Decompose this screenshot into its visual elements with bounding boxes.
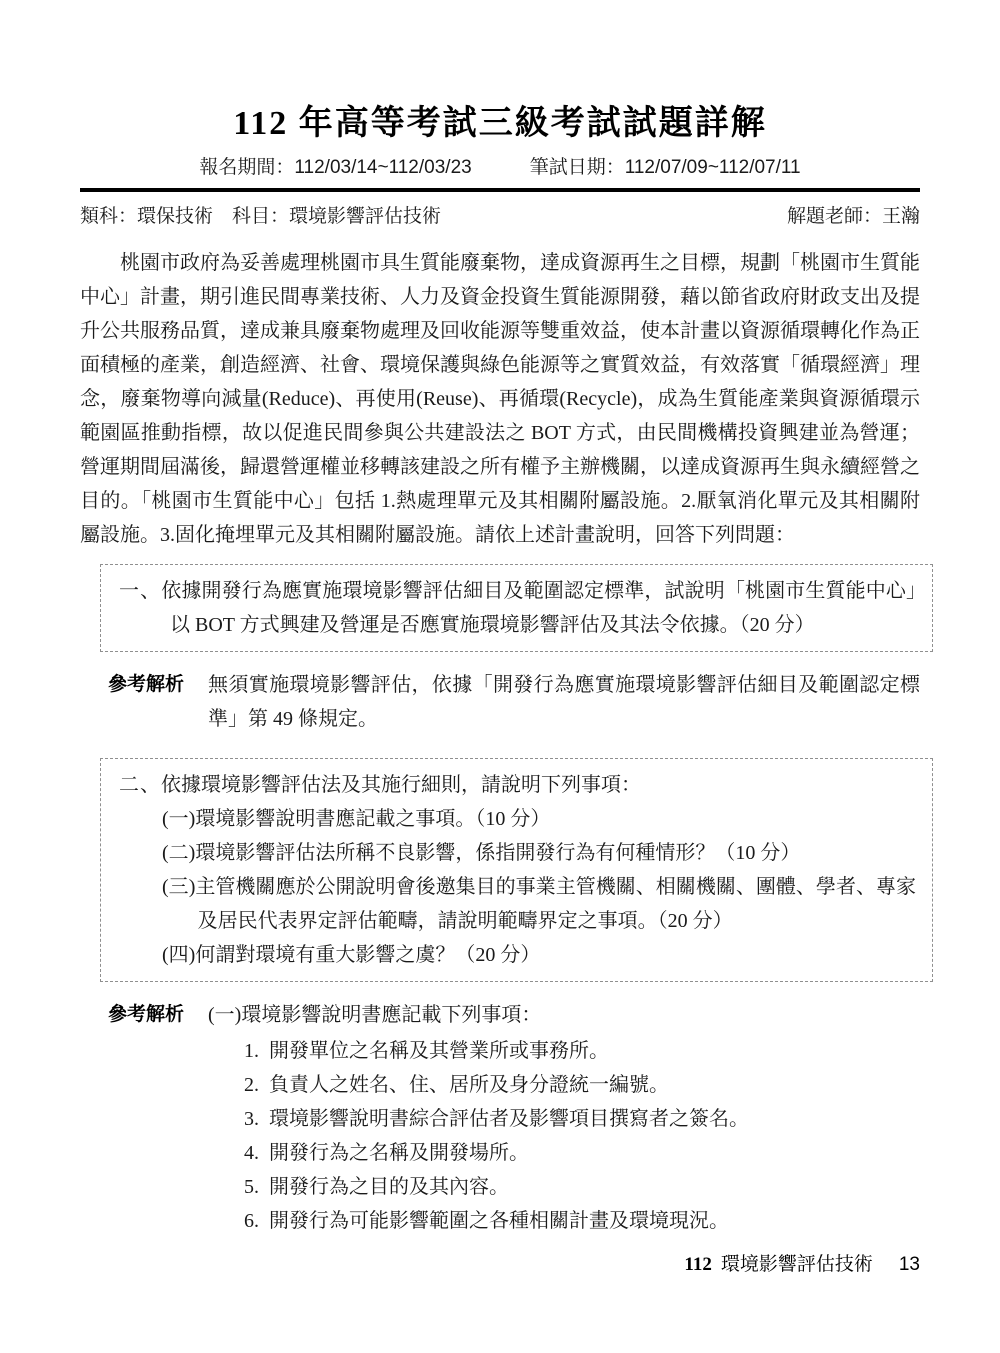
registration-period: 報名期間：112/03/14~112/03/23 xyxy=(199,157,472,178)
item-6-number: 6. xyxy=(244,1210,260,1232)
analysis-2-list xyxy=(244,1034,920,1238)
exam-dates xyxy=(80,156,920,180)
question-2-number: 二、 xyxy=(119,774,161,796)
analysis-2-block xyxy=(80,998,920,1238)
question-2-subitem-4: (四)何謂對環境有重大影響之虞？（20 分） xyxy=(162,944,541,966)
item-4-number: 4. xyxy=(244,1142,260,1164)
question-2-text xyxy=(119,768,916,802)
question-1-body: 依據開發行為應實施環境影響評估細目及範圍認定標準，試說明「桃園市生質能中心」以 BOT 方式興建及營運是否應實施環境影響評估及其法令依據。（20 分） xyxy=(161,580,917,636)
footer-page-number: 13 xyxy=(898,1254,920,1275)
item-3-text: 環境影響說明書綜合評估者及影響項目撰寫者之簽名。 xyxy=(269,1108,750,1130)
subject-meta-row xyxy=(80,204,920,230)
item-2-text: 負責人之姓名、住、居所及身分證統一編號。 xyxy=(269,1074,670,1096)
analysis-1-block xyxy=(80,668,920,736)
analysis-1-text: 無須實施環境影響評估，依據「開發行為應實施環境影響評估細目及範圍認定標準」第 49 條規定。 xyxy=(208,674,920,730)
item-5-text: 開發行為之目的及其內容。 xyxy=(269,1176,510,1198)
category-subject: 類科：環保技術 科目：環境影響評估技術 xyxy=(80,206,442,227)
question-1-text xyxy=(119,574,916,642)
analysis-2-intro: (一)環境影響說明書應記載下列事項： xyxy=(208,1004,542,1026)
analysis-2-content xyxy=(208,998,920,1238)
footer-exam-year: 112 xyxy=(684,1254,712,1275)
analysis-1-label: 參考解析 xyxy=(108,674,185,695)
item-1-number: 1. xyxy=(244,1040,260,1062)
item-2-number: 2. xyxy=(244,1074,260,1096)
item-4-text: 開發行為之名稱及開發場所。 xyxy=(269,1142,530,1164)
scenario-paragraph: 桃園市政府為妥善處理桃園市具生質能廢棄物，達成資源再生之目標，規劃「桃園市生質能中心」計畫，期引進民間專業技術、人力及資金投資生質能源開發，藉以節省政府財政支出及提升公共服務品質，達成兼具廢棄物處理及回收能源等雙重效益，使本計畫以資源循環轉化作為正面積極的產業，創造經濟、社會、環境保護與綠色能源等之實質效益，有效落實「循環經濟」理念，廢棄物導向減量(Reduce)、再使用(Reuse)、再循環(Recycle)，成為生質能產業與資源循環示範園區推動指標，故以促進民間參與公共建設法之 BOT 方式，由民間機構投資興建並為營運；營運期間屆滿後，歸還營運權並移轉該建設之所有權予主辦機關，以達成資源再生與永續經營之目的。「桃園市生質能中心」包括 1.熱處理單元及其相關附屬設施。2.厭氧消化單元及其相關附屬設施。3.固化掩埋單元及其相關附屬設施。請依上述計畫說明，回答下列問題： xyxy=(80,252,920,546)
analysis-2-label: 參考解析 xyxy=(108,1004,185,1025)
footer-subject: 環境影響評估技術 xyxy=(720,1254,873,1275)
page-title: 112 年高等考試三級考試試題詳解 xyxy=(233,105,767,142)
analysis-2-item-5 xyxy=(244,1170,920,1204)
question-2-subitem-2: (二)環境影響評估法所稱不良影響，係指開發行為有何種情形？（10 分） xyxy=(162,842,801,864)
analysis-2-item-2 xyxy=(244,1068,920,1102)
item-5-number: 5. xyxy=(244,1176,260,1198)
item-3-number: 3. xyxy=(244,1108,260,1130)
question-2-subitem-3: (三)主管機關應於公開說明會後邀集目的事業主管機關、相關機關、團體、學者、專家及居民代表界定評估範疇，請說明範疇界定之事項。（20 分） xyxy=(162,876,916,932)
page-footer xyxy=(684,1252,920,1278)
analysis-1-content xyxy=(208,668,920,736)
question-1-box xyxy=(100,564,933,652)
analysis-2-item-4 xyxy=(244,1136,920,1170)
solver-name: 解題老師：王瀚 xyxy=(786,206,920,227)
item-6-text: 開發行為可能影響範圍之各種相關計畫及環境現況。 xyxy=(269,1210,730,1232)
analysis-2-item-3 xyxy=(244,1102,920,1136)
written-exam-date: 筆試日期：112/07/09~112/07/11 xyxy=(529,157,801,178)
question-1-number: 一、 xyxy=(119,580,162,602)
question-2-box xyxy=(100,758,933,982)
question-2-body: 依據環境影響評估法及其施行細則，請說明下列事項： xyxy=(161,774,641,796)
analysis-2-item-1 xyxy=(244,1034,920,1068)
question-2-subitem-1: (一)環境影響說明書應記載之事項。（10 分） xyxy=(162,808,551,830)
item-1-text: 開發單位之名稱及其營業所或事務所。 xyxy=(269,1040,610,1062)
analysis-2-item-6 xyxy=(244,1204,920,1238)
header-divider xyxy=(80,188,920,192)
